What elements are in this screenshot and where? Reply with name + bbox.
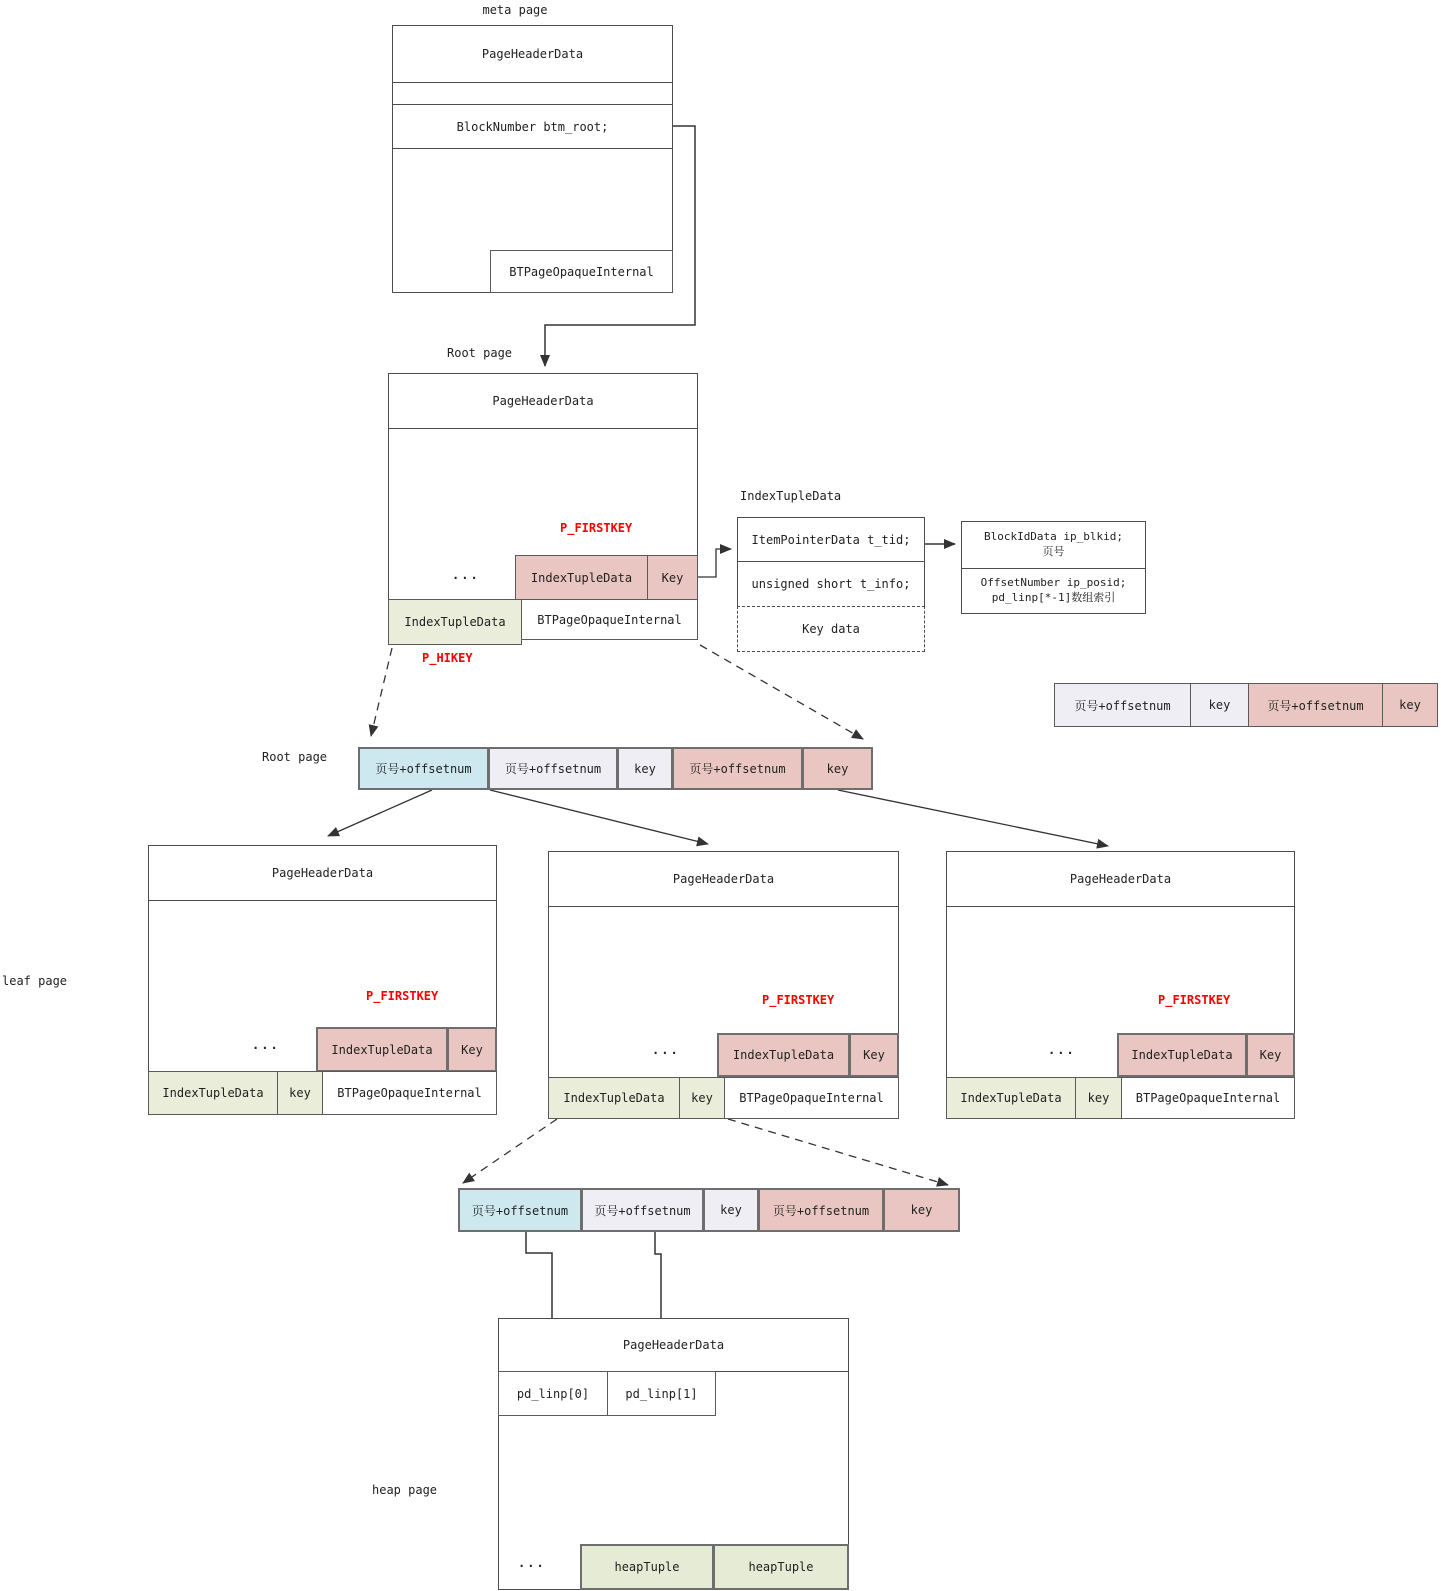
leaf-item-cell: 页号+offsetnum bbox=[458, 1188, 582, 1232]
root-item-cell: key bbox=[802, 747, 873, 790]
tuple-detail-title: IndexTupleData bbox=[740, 489, 842, 503]
leaf3-page-header: PageHeaderData bbox=[947, 852, 1294, 907]
leaf1-green-key-cell: key bbox=[277, 1071, 323, 1115]
root-item-cell: 页号+offsetnum bbox=[488, 747, 618, 790]
leaf3-key-cell: Key bbox=[1246, 1033, 1295, 1077]
root-opaque: BTPageOpaqueInternal bbox=[521, 599, 698, 640]
leaf2-p-firstkey: P_FIRSTKEY bbox=[762, 993, 835, 1007]
leaf1-green-tuple-cell: IndexTupleData bbox=[148, 1071, 278, 1115]
tuple-key-data: Key data bbox=[737, 606, 925, 652]
meta-opaque: BTPageOpaqueInternal bbox=[490, 250, 673, 293]
leaf3-index-tuple-cell: IndexTupleData bbox=[1117, 1033, 1247, 1077]
meta-page-header: PageHeaderData bbox=[393, 26, 672, 83]
legend-cell: key bbox=[1190, 683, 1249, 727]
root-items-label: Root page bbox=[262, 750, 328, 764]
leaf2-index-tuple-cell: IndexTupleData bbox=[717, 1033, 850, 1077]
leaf1-index-tuple-cell: IndexTupleData bbox=[316, 1027, 448, 1072]
leaf1-page-header: PageHeaderData bbox=[149, 846, 496, 901]
tuple-posid bbox=[962, 569, 1145, 613]
leaf3-green-tuple-cell: IndexTupleData bbox=[946, 1077, 1076, 1119]
leaf1-ellipsis: ... bbox=[252, 1038, 280, 1052]
tuple-t-tid: ItemPointerData t_tid; bbox=[738, 518, 924, 562]
root-ellipsis: ... bbox=[452, 568, 480, 582]
leaf2-opaque: BTPageOpaqueInternal bbox=[724, 1077, 899, 1119]
heap-page-label: heap page bbox=[372, 1483, 438, 1497]
heap-pd-linp-0: pd_linp[0] bbox=[498, 1371, 608, 1416]
legend-cell: key bbox=[1382, 683, 1438, 727]
leaf-page-label: leaf page bbox=[2, 974, 68, 988]
root-item-cell: 页号+offsetnum bbox=[672, 747, 803, 790]
heap-page-header: PageHeaderData bbox=[499, 1319, 848, 1372]
legend-cell: 页号+offsetnum bbox=[1248, 683, 1383, 727]
leaf-item-cell: key bbox=[883, 1188, 960, 1232]
tuple-tid-detail-box bbox=[961, 521, 1146, 614]
leaf3-opaque: BTPageOpaqueInternal bbox=[1121, 1077, 1295, 1119]
leaf1-opaque: BTPageOpaqueInternal bbox=[322, 1071, 497, 1115]
meta-btm-root: BlockNumber btm_root; bbox=[393, 105, 672, 149]
leaf3-green-key-cell: key bbox=[1075, 1077, 1122, 1119]
root-page-title: Root page bbox=[447, 346, 513, 360]
leaf2-green-tuple-cell: IndexTupleData bbox=[548, 1077, 680, 1119]
leaf-item-cell: key bbox=[703, 1188, 759, 1232]
tuple-blkid bbox=[962, 522, 1145, 569]
tuple-detail-box bbox=[737, 517, 925, 607]
tuple-blkid-line1: BlockIdData ip_blkid; bbox=[983, 530, 1124, 544]
tuple-posid-line1: OffsetNumber ip_posid; bbox=[980, 576, 1127, 590]
meta-page-spacer bbox=[393, 83, 672, 105]
heap-pd-linp-1: pd_linp[1] bbox=[607, 1371, 716, 1416]
leaf-item-cell: 页号+offsetnum bbox=[581, 1188, 704, 1232]
leaf3-ellipsis: ... bbox=[1048, 1043, 1076, 1057]
root-p-firstkey-label: P_FIRSTKEY bbox=[560, 521, 633, 535]
heap-ellipsis: ... bbox=[518, 1556, 546, 1570]
tuple-t-info: unsigned short t_info; bbox=[751, 576, 911, 591]
root-key-cell: Key bbox=[647, 555, 698, 600]
root-page-header: PageHeaderData bbox=[389, 374, 697, 429]
heap-tuple-0: heapTuple bbox=[580, 1544, 714, 1590]
root-index-tuple-cell: IndexTupleData bbox=[515, 555, 648, 600]
tuple-posid-line2: pd_linp[*-1]数组索引 bbox=[991, 591, 1116, 604]
leaf1-p-firstkey: P_FIRSTKEY bbox=[366, 989, 439, 1003]
root-item-cell: 页号+offsetnum bbox=[358, 747, 489, 790]
leaf3-p-firstkey: P_FIRSTKEY bbox=[1158, 993, 1231, 1007]
leaf2-page-header: PageHeaderData bbox=[549, 852, 898, 907]
leaf-item-cell: 页号+offsetnum bbox=[758, 1188, 884, 1232]
leaf2-ellipsis: ... bbox=[652, 1043, 680, 1057]
root-item-cell: key bbox=[617, 747, 673, 790]
heap-tuple-1: heapTuple bbox=[713, 1544, 849, 1590]
leaf2-green-key-cell: key bbox=[679, 1077, 725, 1119]
root-p-hikey-label: P_HIKEY bbox=[422, 651, 473, 665]
leaf1-key-cell: Key bbox=[447, 1027, 497, 1072]
meta-page-box bbox=[392, 25, 673, 293]
tuple-blkid-line2: 页号 bbox=[1042, 545, 1065, 558]
legend-cell: 页号+offsetnum bbox=[1054, 683, 1191, 727]
root-hikey-tuple-cell: IndexTupleData bbox=[388, 599, 522, 645]
meta-page-title: meta page bbox=[482, 3, 548, 17]
leaf2-key-cell: Key bbox=[849, 1033, 899, 1077]
